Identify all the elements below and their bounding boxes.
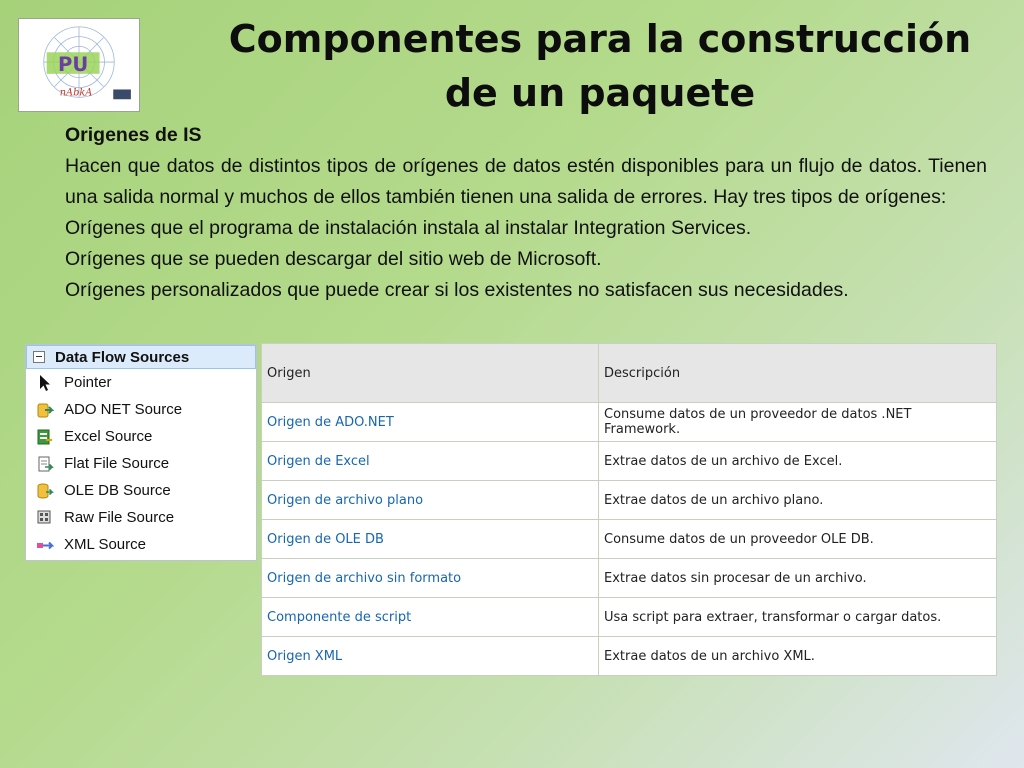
toolbox-item-raw-file-source[interactable] [26,504,256,531]
toolbox-item-pointer[interactable] [26,369,256,396]
descripcion-cell: Extrae datos de un archivo plano. [599,481,997,520]
origen-link[interactable]: Origen de archivo plano [262,481,599,520]
table-row [262,559,997,598]
toolbox-item-label: Flat File Source [64,455,170,472]
origen-link[interactable]: Origen de ADO.NET [262,403,599,442]
toolbox-header[interactable] [26,345,256,369]
ado-net-source-icon [36,401,54,419]
toolbox-item-label: OLE DB Source [64,482,171,499]
toolbox-item-label: Raw File Source [64,509,175,526]
descripcion-cell: Usa script para extraer, transformar o cargar datos. [599,598,997,637]
descripcion-cell: Consume datos de un proveedor de datos .NET Framework. [599,403,997,442]
sources-table [261,343,997,676]
toolbox-item-label: Pointer [64,374,112,391]
origin-type-line: Orígenes que el programa de instalación instala al instalar Integration Services. [65,217,752,239]
collapse-icon[interactable] [33,351,45,363]
toolbox-item-flat-file-source[interactable] [26,450,256,477]
descripcion-cell: Consume datos de un proveedor OLE DB. [599,520,997,559]
table-header-row [262,344,997,403]
toolbox-item-xml-source[interactable] [26,531,256,558]
data-flow-sources-toolbox [25,344,257,561]
section-heading: Origenes de IS [65,124,202,146]
table-row [262,442,997,481]
logo-graphic [19,19,139,111]
excel-source-icon [36,428,54,446]
table-row [262,520,997,559]
origen-link[interactable]: Componente de script [262,598,599,637]
xml-source-icon [36,536,54,554]
ole-db-source-icon [36,482,54,500]
origen-link[interactable]: Origen de archivo sin formato [262,559,599,598]
table-row [262,598,997,637]
toolbox-item-label: XML Source [64,536,146,553]
table-row [262,403,997,442]
logo [18,18,140,112]
toolbox-item-ole-db-source[interactable] [26,477,256,504]
logo-sub-text: nAbkA [59,87,93,99]
origen-link[interactable]: Origen de OLE DB [262,520,599,559]
toolbox-item-label: Excel Source [64,428,153,445]
toolbox-item-label: ADO NET Source [64,401,183,418]
column-header-origen: Origen [262,344,599,403]
table-row [262,637,997,676]
column-header-descripcion: Descripción [599,344,997,403]
logo-big-text: PU [58,52,89,76]
descripcion-cell: Extrae datos de un archivo de Excel. [599,442,997,481]
toolbox-item-ado-net-source[interactable] [26,396,256,423]
intro-paragraph: Hacen que datos de distintos tipos de orígenes de datos estén disponibles para un flujo de datos. Tienen una salida normal y muchos de ellos también tienen una salida de errores. Hay tres tipos de orígenes: [65,155,987,208]
origin-type-line: Orígenes que se pueden descargar del sitio web de Microsoft. [65,248,602,270]
descripcion-cell: Extrae datos de un archivo XML. [599,637,997,676]
slide-body [65,120,987,306]
raw-file-source-icon [36,509,54,527]
pointer-icon [36,374,54,392]
origin-type-line: Orígenes personalizados que puede crear si los existentes no satisfacen sus necesidades. [65,279,849,301]
toolbox-item-excel-source[interactable] [26,423,256,450]
origen-link[interactable]: Origen de Excel [262,442,599,481]
flat-file-source-icon [36,455,54,473]
toolbox-header-label: Data Flow Sources [55,348,190,366]
table-row [262,481,997,520]
descripcion-cell: Extrae datos sin procesar de un archivo. [599,559,997,598]
slide-title: Componentes para la construcción de un paquete [228,17,972,115]
origen-link[interactable]: Origen XML [262,637,599,676]
